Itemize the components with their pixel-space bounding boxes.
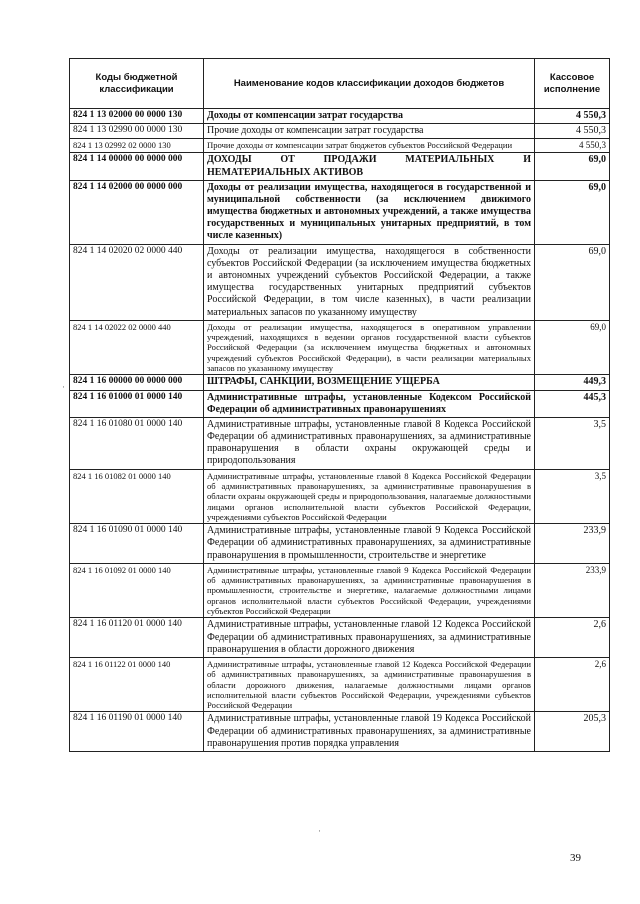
page-number: 39: [570, 852, 581, 864]
row-code: 824 1 16 00000 00 0000 000: [70, 375, 204, 390]
table-row: [70, 712, 610, 752]
table-header-row: [70, 59, 610, 109]
table-body: [70, 109, 610, 752]
table-row: [70, 180, 610, 244]
table-row: [70, 375, 610, 390]
row-amount: 445,3: [535, 390, 610, 417]
row-code: 824 1 13 02992 02 0000 130: [70, 139, 204, 153]
table-row: [70, 320, 610, 375]
row-name: Административные штрафы, установленные главой 9 Кодекса Российской Федерации об административных правонарушениях, за административные правонарушения в промышленности, строительстве и энергетике, налагаемые должностными лицами органов исполнительной власти субъектов Российской Федерации, учреждениями субъектов Российской Федерации: [204, 563, 535, 618]
row-code: 824 1 13 02990 00 0000 130: [70, 124, 204, 139]
row-code: 824 1 16 01120 01 0000 140: [70, 618, 204, 658]
table-row: [70, 657, 610, 712]
table-row: [70, 563, 610, 618]
header-code: Коды бюджетной классификации: [70, 59, 204, 109]
row-code: 824 1 14 02000 00 0000 000: [70, 180, 204, 244]
table-row: [70, 524, 610, 564]
table-row: [70, 153, 610, 180]
row-amount: 3,5: [535, 417, 610, 469]
scan-speck: ·: [62, 382, 65, 392]
row-name: Административные штрафы, установленные главой 9 Кодекса Российской Федерации об административных правонарушениях, за административные правонарушения в промышленности, строительстве и энергетике: [204, 524, 535, 564]
table-row: [70, 139, 610, 153]
row-code: 824 1 14 02020 02 0000 440: [70, 244, 204, 320]
row-amount: 69,0: [535, 244, 610, 320]
row-name: Административные штрафы, установленные главой 12 Кодекса Российской Федерации об административных правонарушениях, за административные правонарушения в области дорожного движения: [204, 618, 535, 658]
row-amount: 4 550,3: [535, 124, 610, 139]
row-amount: 4 550,3: [535, 139, 610, 153]
row-name: ДОХОДЫ ОТ ПРОДАЖИ МАТЕРИАЛЬНЫХ И НЕМАТЕРИАЛЬНЫХ АКТИВОВ: [204, 153, 535, 180]
row-amount: 69,0: [535, 320, 610, 375]
row-code: 824 1 16 01122 01 0000 140: [70, 657, 204, 712]
row-code: 824 1 16 01082 01 0000 140: [70, 469, 204, 524]
row-amount: 2,6: [535, 657, 610, 712]
table-row: [70, 618, 610, 658]
row-amount: 2,6: [535, 618, 610, 658]
row-name: ШТРАФЫ, САНКЦИИ, ВОЗМЕЩЕНИЕ УЩЕРБА: [204, 375, 535, 390]
row-amount: 4 550,3: [535, 109, 610, 124]
row-code: 824 1 16 01080 01 0000 140: [70, 417, 204, 469]
row-amount: 233,9: [535, 563, 610, 618]
table-row: [70, 469, 610, 524]
row-name: Доходы от реализации имущества, находящегося в собственности субъектов Российской Федерации (за исключением имущества бюджетных и автономных учреждений субъектов Российской Федерации, а также имущества государственных унитарных предприятий субъектов Российской Федерации, в том числе казенных), в части реализации материальных запасов по указанному имуществу: [204, 244, 535, 320]
row-name: Прочие доходы от компенсации затрат государства: [204, 124, 535, 139]
row-code: 824 1 14 00000 00 0000 000: [70, 153, 204, 180]
budget-revenue-table: [69, 58, 610, 752]
table-row: [70, 417, 610, 469]
row-name: Прочие доходы от компенсации затрат бюджетов субъектов Российской Федерации: [204, 139, 535, 153]
table-row: [70, 244, 610, 320]
table-row: [70, 109, 610, 124]
row-name: Доходы от реализации имущества, находящегося в государственной и муниципальной собственности (за исключением движимого имущества бюджетных и автономных учреждений, а также имущества государственных и муниципальных унитарных предприятий, в том числе казенных): [204, 180, 535, 244]
row-amount: 3,5: [535, 469, 610, 524]
row-name: Административные штрафы, установленные главой 8 Кодекса Российской Федерации об административных правонарушениях, за административные правонарушения в области охраны окружающей среды и природопользования: [204, 417, 535, 469]
table-row: [70, 390, 610, 417]
row-amount: 69,0: [535, 180, 610, 244]
row-code: 824 1 16 01000 01 0000 140: [70, 390, 204, 417]
row-name: Административные штрафы, установленные Кодексом Российской Федерации об административных правонарушениях: [204, 390, 535, 417]
row-code: 824 1 16 01092 01 0000 140: [70, 563, 204, 618]
row-name: Доходы от реализации имущества, находящегося в оперативном управлении учреждений, находящихся в ведении органов государственной власти субъектов Российской Федерации (за исключением имущества бюджетных и автономных учреждений субъектов Российской Федерации), в части реализации материальных запасов по указанному имуществу: [204, 320, 535, 375]
row-code: 824 1 13 02000 00 0000 130: [70, 109, 204, 124]
row-amount: 449,3: [535, 375, 610, 390]
row-name: Административные штрафы, установленные главой 19 Кодекса Российской Федерации об административных правонарушениях, за административные правонарушения против порядка управления: [204, 712, 535, 752]
row-code: 824 1 16 01190 01 0000 140: [70, 712, 204, 752]
header-amount: Кассовое исполнение: [535, 59, 610, 109]
row-name: Административные штрафы, установленные главой 12 Кодекса Российской Федерации об административных правонарушениях, за административные правонарушения в области дорожного движения, налагаемые должностными лицами органов исполнительной власти субъектов Российской Федерации, учреждениями субъектов Российской Федерации: [204, 657, 535, 712]
row-amount: 205,3: [535, 712, 610, 752]
row-code: 824 1 16 01090 01 0000 140: [70, 524, 204, 564]
row-name: Доходы от компенсации затрат государства: [204, 109, 535, 124]
row-amount: 233,9: [535, 524, 610, 564]
scan-speck: ·: [318, 826, 321, 836]
row-code: 824 1 14 02022 02 0000 440: [70, 320, 204, 375]
row-amount: 69,0: [535, 153, 610, 180]
table-row: [70, 124, 610, 139]
row-name: Административные штрафы, установленные главой 8 Кодекса Российской Федерации об административных правонарушениях, за административные правонарушения в области охраны окружающей среды и природопользования, налагаемые должностными лицами органов исполнительной власти субъектов Российской Федерации, учреждениями субъектов Российской Федерации: [204, 469, 535, 524]
header-name: Наименование кодов классификации доходов бюджетов: [204, 59, 535, 109]
